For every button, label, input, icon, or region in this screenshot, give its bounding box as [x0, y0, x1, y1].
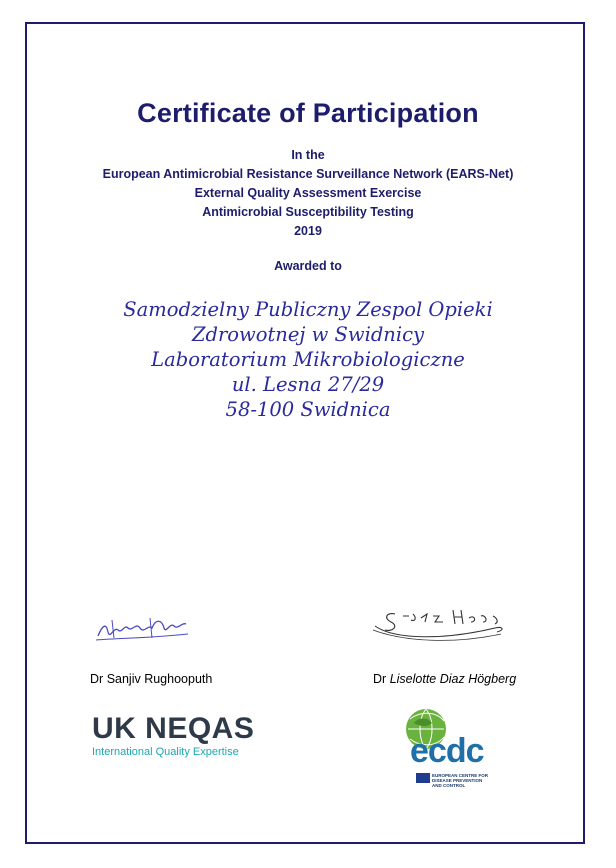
recipient-line: Laboratorium Mikrobiologiczne [151, 348, 465, 371]
intro-line-1: In the [291, 148, 325, 162]
ecdc-fullname-line: EUROPEAN CENTRE FOR [432, 773, 489, 778]
ecdc-logo [396, 705, 506, 790]
intro-line-3: External Quality Assessment Exercise [194, 186, 422, 200]
signer-left-name: Sanjiv Rughooputh [106, 672, 213, 686]
ecdc-fullname-line: DISEASE PREVENTION [432, 778, 483, 783]
signer-right-prefix: Dr [373, 672, 387, 686]
ecdc-fullname-line: AND CONTROL [432, 783, 466, 788]
recipient-line: 58-100 Swidnica [225, 398, 391, 421]
signer-right-name: Liselotte Diaz Högberg [389, 672, 517, 686]
uk-neqas-subtitle: International Quality Expertise [92, 746, 239, 758]
uk-neqas-title: UK NEQAS [92, 712, 255, 745]
signer-right [373, 672, 516, 686]
eu-flag-icon [416, 773, 430, 783]
recipient-block [0, 297, 616, 422]
signer-left-prefix: Dr [90, 672, 104, 686]
certificate-title: Certificate of Participation [137, 98, 479, 128]
uk-neqas-logo [92, 712, 254, 758]
recipient-line: Zdrowotnej w Swidnicy [191, 323, 425, 346]
intro-year: 2019 [294, 224, 322, 238]
intro-line-4: Antimicrobial Susceptibility Testing [202, 205, 414, 219]
recipient-line: Samodzielny Publiczny Zespol Opieki [123, 298, 493, 321]
signature-right [365, 600, 510, 648]
ecdc-fullname [432, 773, 502, 788]
recipient-line: ul. Lesna 27/29 [231, 373, 385, 396]
intro-line-2: European Antimicrobial Resistance Surveillance Network (EARS-Net) [102, 167, 514, 181]
ecdc-wordmark: ecdc [410, 732, 484, 770]
signer-left [90, 672, 212, 686]
signature-left [92, 608, 192, 648]
awarded-to-label: Awarded to [274, 259, 342, 273]
certificate-description [0, 146, 616, 241]
